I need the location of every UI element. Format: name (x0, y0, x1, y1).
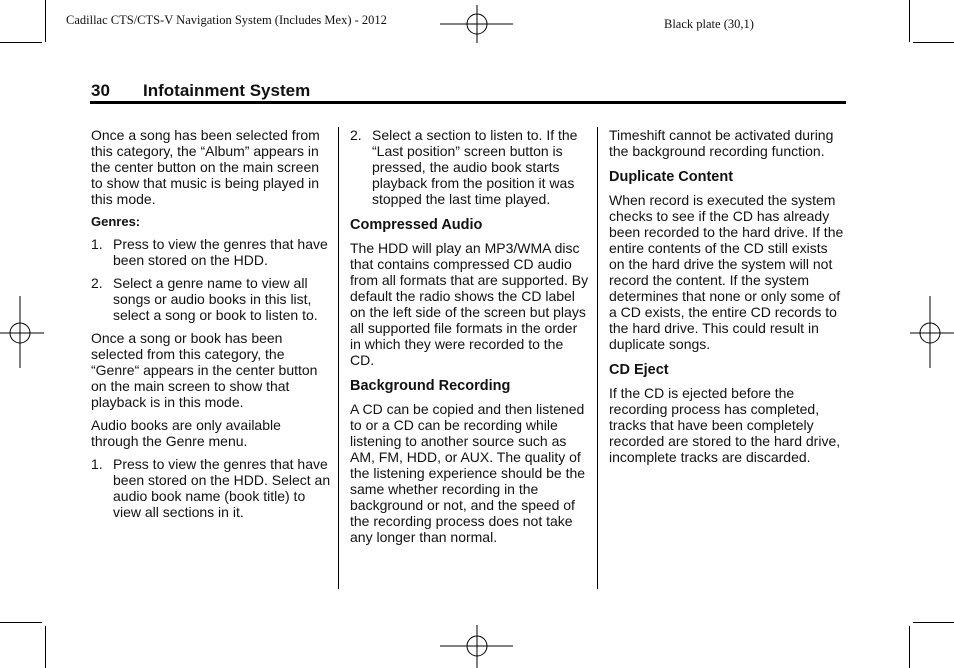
list-item (91, 236, 331, 268)
paragraph: Once a song has been selected from this category, the “Album” appears in the center button on the main screen to show that music is being played in this mode. (91, 127, 320, 207)
heading-cd-eject: CD Eject (609, 362, 669, 378)
crop-mark (913, 42, 954, 43)
crop-mark (909, 0, 910, 42)
subheading-genres: Genres: (91, 214, 141, 229)
page-title: Infotainment System (143, 81, 311, 100)
page-number: 30 (91, 81, 110, 100)
registration-target-icon (440, 625, 515, 668)
paragraph: A CD can be copied and then listened to or a CD can be recording while listening to another source such as AM, FM, HDD, or AUX. The quality of the listening experience should be the same whether recording in the background or not, and the speed of the recording process does not take any longer than normal. (350, 401, 586, 545)
column-2 (350, 127, 590, 552)
list-item (91, 275, 331, 323)
list-item (350, 127, 590, 207)
registration-target-icon (0, 296, 46, 370)
heading-duplicate-content: Duplicate Content (609, 169, 734, 185)
column-1 (91, 127, 331, 527)
heading-background-recording: Background Recording (350, 378, 511, 394)
paragraph: When record is executed the system checks to see if the CD has already been recorded to the hard drive. If the entire contents of the CD still exists on the hard drive the system will not record the content. If the system determines that none or only some of a CD exists, the entire CD records to the hard drive. This could result in duplicate songs. (609, 192, 844, 352)
crop-mark (0, 42, 42, 43)
registration-target-icon (908, 296, 954, 370)
crop-mark (909, 626, 910, 668)
list-text: Press to view the genres that have been stored on the HDD. (113, 236, 328, 268)
list-text: Select a section to listen to. If the “Last position” screen button is pressed, the audio book starts playback from the position it was stopped the last time played. (372, 127, 578, 207)
heading-compressed-audio: Compressed Audio (350, 217, 483, 233)
crop-mark (45, 626, 46, 668)
plate-label: Black plate (30,1) (664, 17, 754, 31)
list-text: Select a genre name to view all songs or audio books in this list, select a song or book to listen to. (113, 275, 318, 323)
list-item (91, 456, 331, 520)
heading-rule (90, 101, 846, 104)
paragraph: The HDD will play an MP3/WMA disc that contains compressed CD audio from all formats that are supported. By default the radio shows the CD label on the left side of the screen but plays all supported file formats in the order in which they were recorded to the CD. (350, 240, 589, 368)
column-divider (338, 127, 339, 589)
paragraph: Audio books are only available through the Genre menu. (91, 417, 281, 449)
paragraph: If the CD is ejected before the recording process has completed, tracks that have been completely recorded are stored to the hard drive, incomplete tracks are discarded. (609, 385, 841, 465)
paragraph: Timeshift cannot be activated during the background recording function. (609, 127, 834, 159)
list-text: Press to view the genres that have been stored on the HDD. Select an audio book name (book title) to view all sections in it. (113, 456, 331, 520)
crop-mark (913, 622, 954, 623)
registration-target-icon (440, 5, 515, 45)
list-number: 2. (350, 127, 362, 143)
crop-mark (45, 0, 46, 42)
paragraph: Once a song or book has been selected from this category, the “Genre“ appears in the center button on the main screen to show that playback is in this mode. (91, 330, 318, 410)
list-number: 1. (91, 456, 103, 472)
list-number: 2. (91, 275, 103, 291)
column-3 (609, 127, 847, 472)
crop-mark (0, 622, 42, 623)
document-title: Cadillac CTS/CTS-V Navigation System (Includes Mex) - 2012 (66, 13, 387, 27)
list-number: 1. (91, 236, 103, 252)
column-divider (597, 127, 598, 589)
